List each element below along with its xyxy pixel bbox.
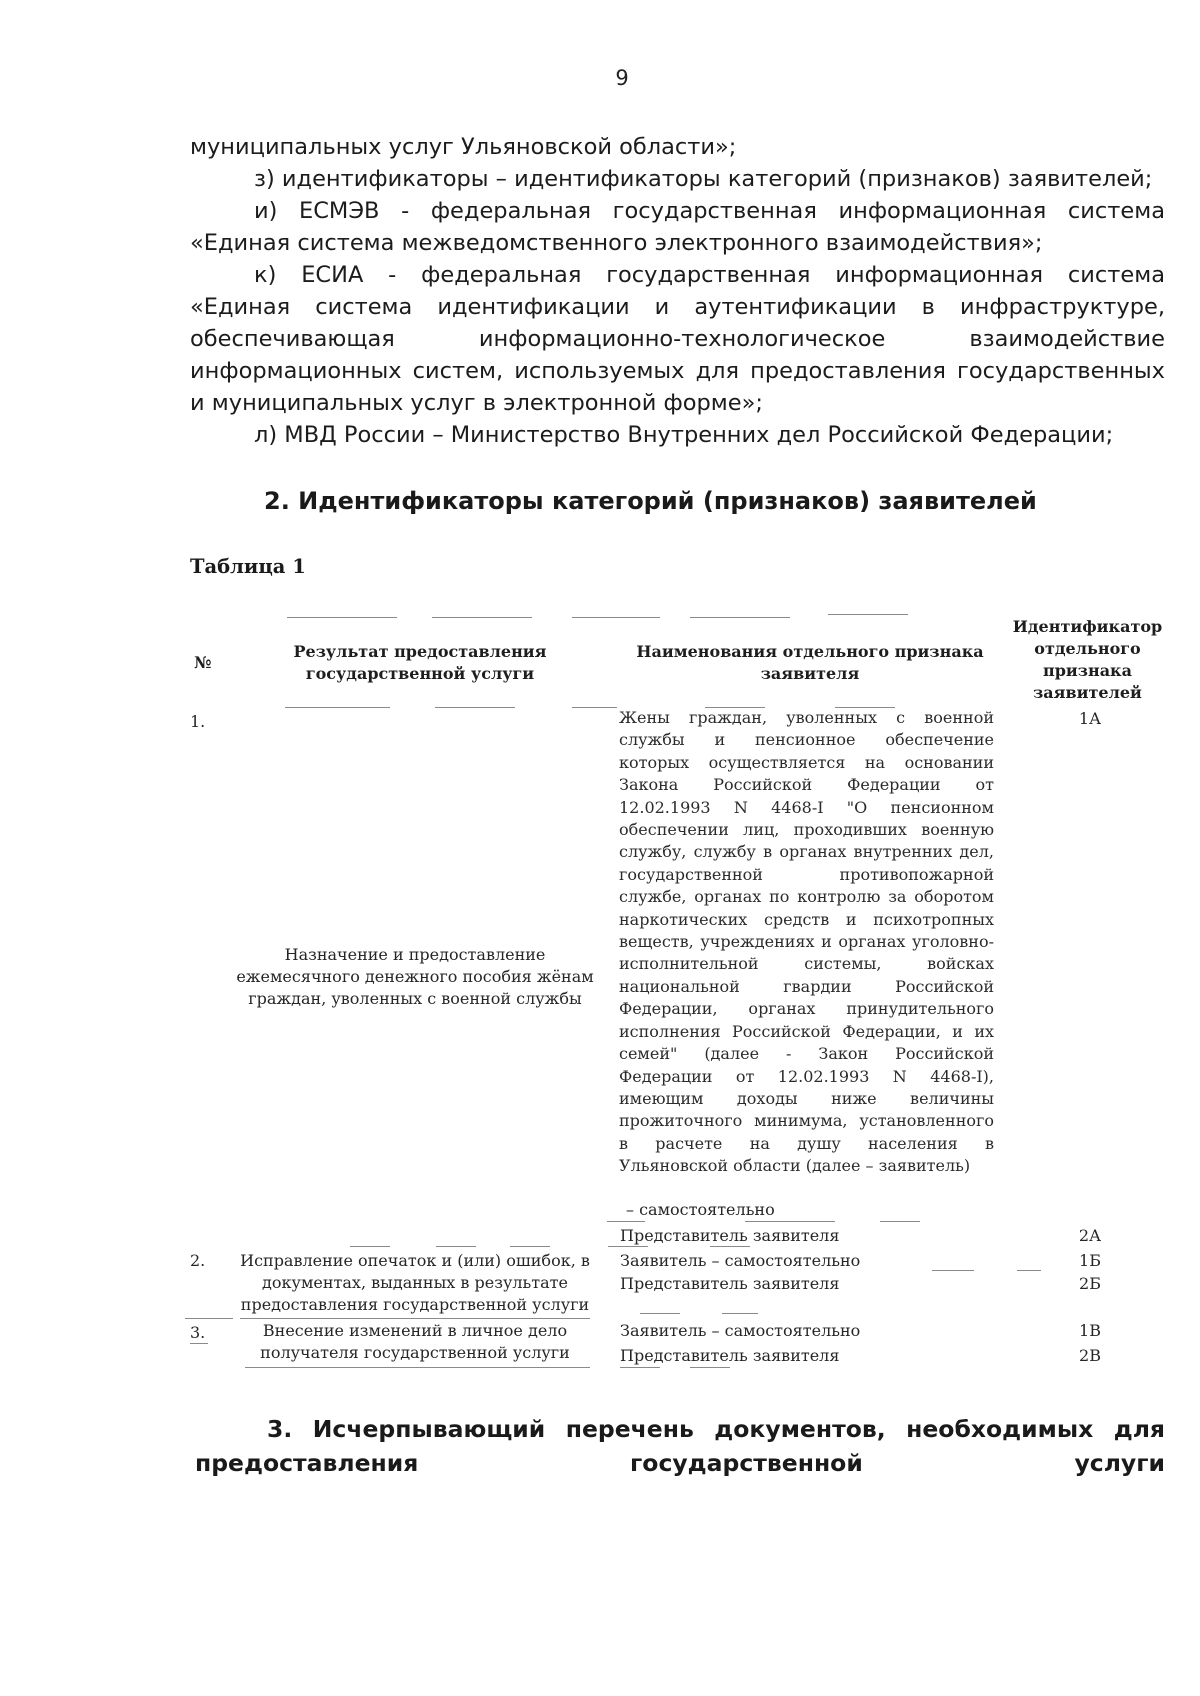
scan-mark: [690, 617, 790, 618]
row-1-num: 1.: [190, 712, 206, 731]
row-1-self: – самостоятельно: [626, 1200, 775, 1219]
header-name: Наименования отдельного признака заявителя: [636, 642, 984, 683]
scan-mark: [722, 1313, 758, 1314]
row-2-id-2: 2Б: [1079, 1274, 1101, 1293]
row-3-id-2: 2В: [1079, 1346, 1101, 1365]
row-2-name-2: Представитель заявителя: [620, 1274, 840, 1293]
scan-mark: [190, 1343, 208, 1344]
scan-mark: [828, 614, 908, 615]
scan-mark: [640, 1313, 680, 1314]
paragraph-k: к) ЕСИА - федеральная государственная информационная система «Единая система идентификации и аутентификации в инфраструктуре, обеспечивающая информационно-технологическое взаимодействие информационных систем, используемых для предоставления государственных и муниципальных услуг в электронной форме»;: [190, 262, 1165, 416]
row-2-num: 2.: [190, 1251, 206, 1270]
header-result: Результат предоставления государственной услуги: [293, 642, 547, 683]
section-2-title: 2. Идентификаторы категорий (признаков) заявителей: [264, 487, 1037, 515]
scan-mark: [572, 707, 617, 708]
scan-mark: [185, 1318, 233, 1319]
row-3-result: Внесение изменений в личное дело получателя государственной услуги: [260, 1321, 570, 1362]
row-2-id-1: 1Б: [1079, 1251, 1101, 1270]
row-1-name-2: Представитель заявителя: [620, 1226, 840, 1245]
table-caption: Таблица 1: [190, 555, 306, 578]
paragraph-continuation: муниципальных услуг Ульяновской области»;: [190, 134, 737, 160]
scan-mark: [745, 1221, 835, 1222]
paragraph-l: л) МВД России – Министерство Внутренних дел Российской Федерации;: [254, 422, 1114, 448]
paragraph-i: и) ЕСМЭВ - федеральная государственная информационная система «Единая система межведомственного электронного взаимодействия»;: [190, 198, 1165, 256]
row-2-result: Исправление опечаток и (или) ошибок, в документах, выданных в результате предоставления государственной услуги: [240, 1251, 590, 1314]
scan-mark: [608, 1246, 648, 1247]
scan-mark: [880, 1221, 920, 1222]
scan-mark: [710, 1246, 750, 1247]
row-1-name-1: Жены граждан, уволенных с военной службы и пенсионное обеспечение которых осуществляется на основании Закона Российской Федерации от 12.02.1993 N 4468-I "О пенсионном обеспечении лиц, проходивших военную службу, службу в органах внутренних дел, государственной противопожарной службе, органах по контролю за оборотом наркотических средств и психотропных веществ, учреждениях и органах уголовно-исполнительной системы, войсках национальной гвардии Российской Федерации, органах принудительного исполнения Российской Федерации, и их семей" (далее - Закон Российской Федерации от 12.02.1993 N 4468-I), имеющим доходы ниже величины прожиточного минимума, установленного в расчете на душу населения в Ульяновской области (далее – заявитель): [619, 708, 994, 1176]
scan-mark: [607, 1221, 645, 1222]
row-2-name-1: Заявитель – самостоятельно: [620, 1251, 861, 1270]
row-3-num: 3.: [190, 1323, 206, 1342]
section-3-title: 3. Исчерпывающий перечень документов, необходимых для предоставления государственной услуги: [195, 1415, 1165, 1477]
scan-mark: [932, 1270, 974, 1271]
paragraph-z: з) идентификаторы – идентификаторы категорий (признаков) заявителей;: [254, 166, 1153, 192]
scan-mark: [432, 617, 532, 618]
scan-mark: [572, 617, 660, 618]
header-num: №: [194, 653, 212, 672]
scan-mark: [287, 617, 397, 618]
header-id: Идентификатор отдельного признака заявителей: [1012, 617, 1163, 702]
row-3-name-2: Представитель заявителя: [620, 1346, 840, 1365]
row-1-result: Назначение и предоставление ежемесячного денежного пособия жёнам граждан, уволенных с военной службы: [236, 945, 594, 1008]
scan-mark: [1017, 1270, 1041, 1271]
row-1-id-2: 2А: [1078, 1226, 1102, 1245]
scan-mark: [350, 1246, 390, 1247]
row-3-name-1: Заявитель – самостоятельно: [620, 1321, 861, 1340]
scan-mark: [510, 1246, 550, 1247]
scan-mark: [436, 1246, 476, 1247]
scan-mark: [435, 707, 515, 708]
page-number: 9: [615, 66, 629, 90]
row-1-id-1: 1А: [1078, 709, 1102, 728]
row-divider: [245, 1367, 590, 1368]
scan-mark: [690, 1367, 730, 1368]
scan-mark: [285, 707, 390, 708]
row-divider: [240, 1318, 590, 1319]
row-3-id-1: 1В: [1079, 1321, 1101, 1340]
scan-mark: [620, 1367, 660, 1368]
